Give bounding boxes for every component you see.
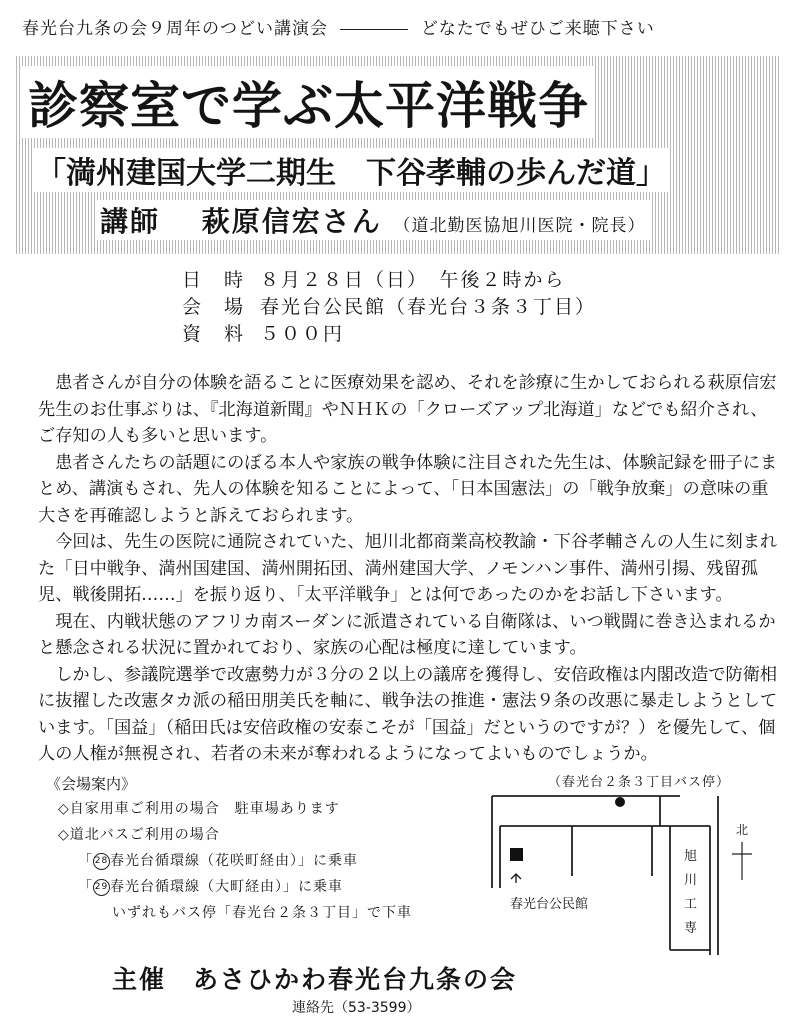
bus-info: ◇道北バスご利用の場合	[58, 827, 220, 843]
north-arrow-icon	[732, 842, 752, 880]
map-school-label: 専	[684, 921, 698, 936]
route-text: 春光台循環線（花咲町経由）」に乗車	[110, 853, 358, 869]
body-text	[38, 370, 778, 768]
info-label: 資 料	[182, 323, 246, 345]
north-label: 北	[736, 823, 749, 837]
speaker-line	[96, 200, 650, 240]
speaker-name: 萩原信宏さん	[201, 205, 382, 238]
header-dash	[340, 29, 408, 30]
invite-text: どなたでもぜひご来聴下さい	[420, 19, 655, 39]
main-title: 診察室で学ぶ太平洋戦争	[22, 66, 595, 138]
map-school-label: 川	[684, 873, 698, 888]
body-paragraph: 今回は、先生の医院に通院されていた、旭川北都商業高校教諭・下谷孝輔さんの人生に刻まれた「日中戦争、満州国建国、満州開拓団、満州建国大学、ノモンハン事件、満州引揚、残留孤児、戦後開拓……」を振り返り、「太平洋戦争」とは何であったのかをお話し下さいます。	[38, 532, 778, 605]
info-label: 会 場	[182, 296, 246, 318]
route-28: 「 28 春光台循環線（花咲町経由）」に乗車	[78, 853, 358, 869]
info-label: 日 時	[182, 269, 246, 291]
info-venue	[182, 292, 596, 319]
map-school-label: 工	[684, 897, 698, 912]
info-value: ５００円	[260, 323, 345, 345]
info-value: 春光台公民館（春光台３条３丁目）	[260, 296, 597, 318]
info-datetime	[182, 265, 566, 292]
body-paragraph: 患者さんが自分の体験を語ることに医療効果を認め、それを診療に生かしておられる萩原信宏先生のお仕事ぶりは、『北海道新聞』やＮＨＫの「クローズアップ北海道」などでも紹介され、ご存知の人も多いと思います。	[38, 373, 777, 446]
contact-info: 連絡先（53-3599）	[292, 1000, 421, 1016]
map-hall-label: 春光台公民館	[510, 897, 589, 912]
event-name: 春光台九条の会９周年のつどい講演会	[22, 19, 328, 39]
body-paragraph: 患者さんたちの話題にのぼる本人や家族の戦争体験に注目された先生は、体験記録を冊子にまとめ、講演もされ、先人の体験を知ることによって、「日本国憲法」の「戦争放棄」の意味の重大さを再確認しようと訴えておられます。	[38, 452, 778, 526]
venue-marker	[510, 848, 523, 861]
info-value: ８月２８日（日） 午後２時から	[260, 269, 566, 291]
bus-stop-label: （春光台２条３丁目バス停）	[548, 775, 731, 790]
speaker-label: 講師	[100, 205, 161, 238]
venue-guide-heading: 《会場案内》	[46, 775, 137, 793]
map-school-label: 旭	[684, 849, 698, 864]
subtitle: 「満州建国大学二期生 下谷孝輔の歩んだ道」	[32, 148, 670, 192]
stop-note: いずれもバス停「春光台２条３丁目」で下車	[112, 905, 412, 921]
body-paragraph: しかし、参議院選挙で改憲勢力が３分の２以上の議席を獲得し、安倍政権は内閣改造で防衛相に抜擢した改憲タカ派の稲田朋美氏を軸に、戦争法の推進・憲法９条の改悪に暴走しようとしています。「国益」（稲田氏は安倍政権の安泰こそが「国益」だというのですが？）を優先して、個人の人権が無視され、若者の未来が奪われるようになってよいものでしょうか。	[38, 664, 778, 764]
route-text: 春光台循環線（大町経由）」に乗車	[110, 879, 343, 895]
route-number-badge: 28	[93, 853, 110, 870]
car-info: ◇自家用車ご利用の場合 駐車場あります	[58, 801, 340, 817]
speaker-affiliation: （道北勤医協旭川医院・院長）	[393, 216, 646, 236]
info-materials	[182, 319, 344, 346]
venue-map	[470, 790, 790, 960]
organizer: 主催 あさひかわ春光台九条の会	[112, 965, 518, 994]
bus-stop-marker	[615, 797, 625, 807]
route-29: 「 29 春光台循環線（大町経由）」に乗車	[78, 879, 343, 895]
route-number-badge: 29	[93, 879, 110, 896]
body-paragraph: 現在、内戦状態のアフリカ南スーダンに派遣されている自衛隊は、いつ戦闘に巻き込まれるかと懸念される状況に置かれており、家族の心配は極度に達しています。	[38, 611, 776, 658]
header-line	[22, 14, 782, 39]
venue-arrow-icon	[511, 874, 521, 883]
